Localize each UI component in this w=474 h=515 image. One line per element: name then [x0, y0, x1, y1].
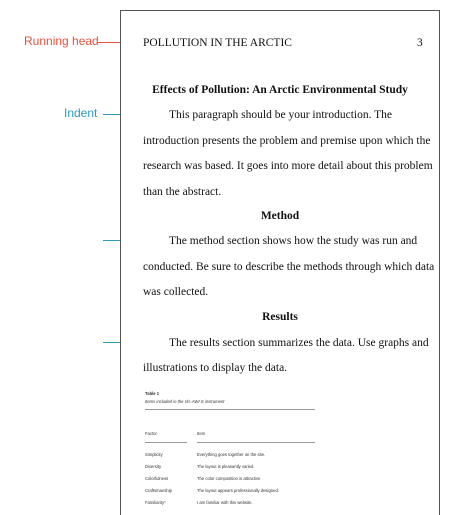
table-header-item: Item: [197, 431, 206, 436]
results-line-1: The results section summarizes the data. Use graphs and: [169, 337, 429, 349]
table-caption: Items included in the Vis-AWI-S instrument: [145, 399, 225, 404]
intro-line-4: than the abstract.: [143, 186, 222, 198]
table-row-factor: Diversity: [145, 464, 162, 469]
results-heading: Results: [262, 311, 298, 323]
table-row-factor: Simplicity: [145, 452, 163, 457]
indent-annotation: Indent: [64, 106, 98, 120]
running-head-annotation: Running head: [24, 34, 99, 48]
intro-line-3: research was based. It goes into more detail about this problem: [143, 160, 433, 172]
paper-title: Effects of Pollution: An Arctic Environmental Study: [152, 84, 408, 96]
document-page: [120, 10, 440, 515]
table-row-item: The layout is pleasantly varied.: [197, 464, 255, 469]
table-row-factor: Craftsmanship: [145, 488, 172, 493]
page-number: 3: [417, 37, 423, 49]
table-label: Table 1: [145, 391, 160, 396]
table-row-item: The color composition is attractive: [197, 476, 261, 481]
table-header-rule-2: [197, 442, 315, 443]
table-top-rule: [145, 409, 315, 410]
method-line-3: was collected.: [143, 286, 209, 298]
table-row-factor: Colorfulness: [145, 476, 169, 481]
method-line-1: The method section shows how the study was run and: [169, 235, 418, 247]
table-header-factor: Factor: [145, 431, 157, 436]
table-row-item: Everything goes together on the site.: [197, 452, 266, 457]
table-row-item: The layout appears professionally designed.: [197, 488, 279, 493]
running-head-text: POLLUTION IN THE ARCTIC: [143, 37, 292, 49]
table-header-rule-1: [145, 442, 187, 443]
results-line-2: illustrations to display the data.: [143, 362, 288, 374]
method-line-2: conducted. Be sure to describe the methods through which data: [143, 261, 435, 273]
intro-line-1: This paragraph should be your introduction. The: [169, 109, 393, 121]
method-heading: Method: [260, 210, 300, 222]
table-row-factor: Familiarity*: [145, 500, 166, 505]
intro-line-2: introduction presents the problem and premise upon which the: [143, 135, 431, 147]
table-row-item: I am familiar with this website.: [197, 500, 253, 505]
